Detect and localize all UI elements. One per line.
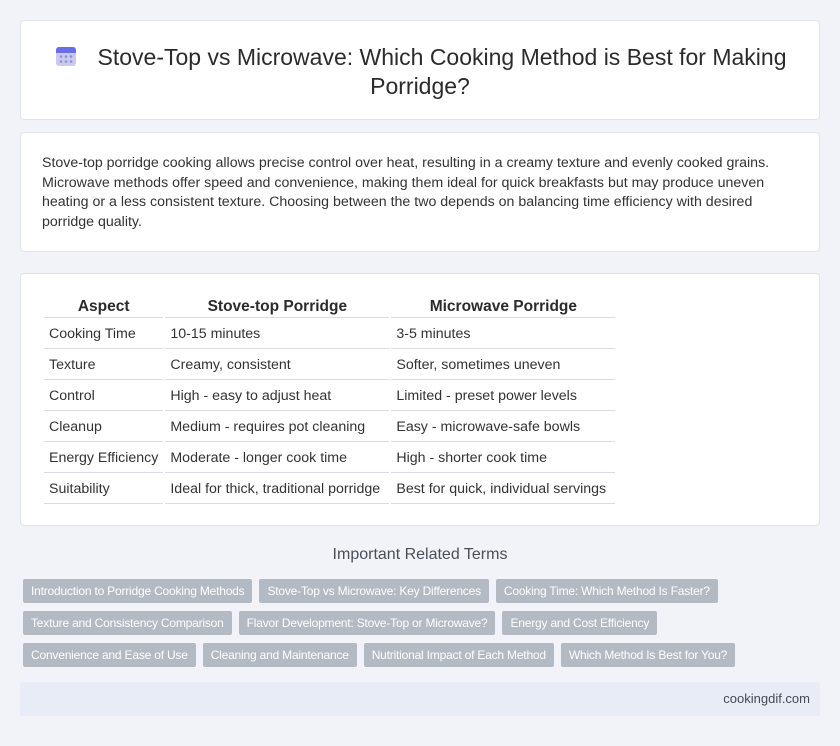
- page-title: [21, 43, 819, 101]
- related-terms-heading: Important Related Terms: [332, 546, 508, 563]
- table-cell: Texture: [44, 351, 163, 380]
- header-aspect: Aspect: [44, 296, 163, 318]
- header-microwave: Microwave Porridge: [391, 296, 615, 318]
- title-card: [20, 20, 820, 120]
- related-term-link[interactable]: Stove-Top vs Microwave: Key Differences: [259, 579, 488, 603]
- table-row: [44, 320, 615, 349]
- related-term-link[interactable]: Nutritional Impact of Each Method: [364, 643, 554, 667]
- table-cell: 10-15 minutes: [165, 320, 389, 349]
- table-cell: Cleanup: [44, 413, 163, 442]
- table-cell: Ideal for thick, traditional porridge: [165, 475, 389, 504]
- related-term-link[interactable]: Energy and Cost Efficiency: [502, 611, 657, 635]
- related-term-link[interactable]: Flavor Development: Stove-Top or Microwave?: [239, 611, 496, 635]
- table-cell: Limited - preset power levels: [391, 382, 615, 411]
- table-cell: Cooking Time: [44, 320, 163, 349]
- tag-row: [23, 579, 823, 603]
- related-term-link[interactable]: Which Method Is Best for You?: [561, 643, 735, 667]
- table-cell: 3-5 minutes: [391, 320, 615, 349]
- tag-row: [23, 611, 823, 635]
- intro-paragraph: Stove-top porridge cooking allows precise control over heat, resulting in a creamy texture and evenly cooked grains. Microwave methods offer speed and convenience, making them ideal for quick breakfasts but may produce uneven heating or a less consistent texture. Choosing between the two depends on balancing time efficiency with desired porridge quality.: [42, 155, 770, 230]
- table-cell: Softer, sometimes uneven: [391, 351, 615, 380]
- table-cell: Medium - requires pot cleaning: [165, 413, 389, 442]
- table-cell: Suitability: [44, 475, 163, 504]
- related-term-link[interactable]: Cooking Time: Which Method Is Faster?: [496, 579, 718, 603]
- related-term-link[interactable]: Texture and Consistency Comparison: [23, 611, 232, 635]
- table-cell: Best for quick, individual servings: [391, 475, 615, 504]
- related-term-link[interactable]: Cleaning and Maintenance: [203, 643, 357, 667]
- footer-site-name: cookingdif.com: [723, 691, 810, 706]
- table-cell: Creamy, consistent: [165, 351, 389, 380]
- related-terms-list: [23, 579, 823, 675]
- table-cell: High - easy to adjust heat: [165, 382, 389, 411]
- table-cell: High - shorter cook time: [391, 444, 615, 473]
- related-term-link[interactable]: Introduction to Porridge Cooking Methods: [23, 579, 252, 603]
- intro-card: [20, 132, 820, 252]
- footer: [20, 682, 820, 716]
- page-title-text: Stove-Top vs Microwave: Which Cooking Method is Best for Making Porridge?: [97, 44, 787, 99]
- header-stove-top: Stove-top Porridge: [165, 296, 389, 318]
- table-row: [44, 475, 615, 504]
- table-row: [44, 351, 615, 380]
- comparison-card: [20, 273, 820, 526]
- related-term-link[interactable]: Convenience and Ease of Use: [23, 643, 196, 667]
- table-row: [44, 413, 615, 442]
- table-row: [44, 444, 615, 473]
- calendar-icon: [54, 44, 78, 68]
- table-row: [44, 382, 615, 411]
- table-cell: Easy - microwave-safe bowls: [391, 413, 615, 442]
- tag-row: [23, 643, 823, 667]
- table-header-row: [44, 296, 615, 318]
- table-cell: Energy Efficiency: [44, 444, 163, 473]
- table-cell: Control: [44, 382, 163, 411]
- comparison-table: [42, 294, 617, 506]
- table-cell: Moderate - longer cook time: [165, 444, 389, 473]
